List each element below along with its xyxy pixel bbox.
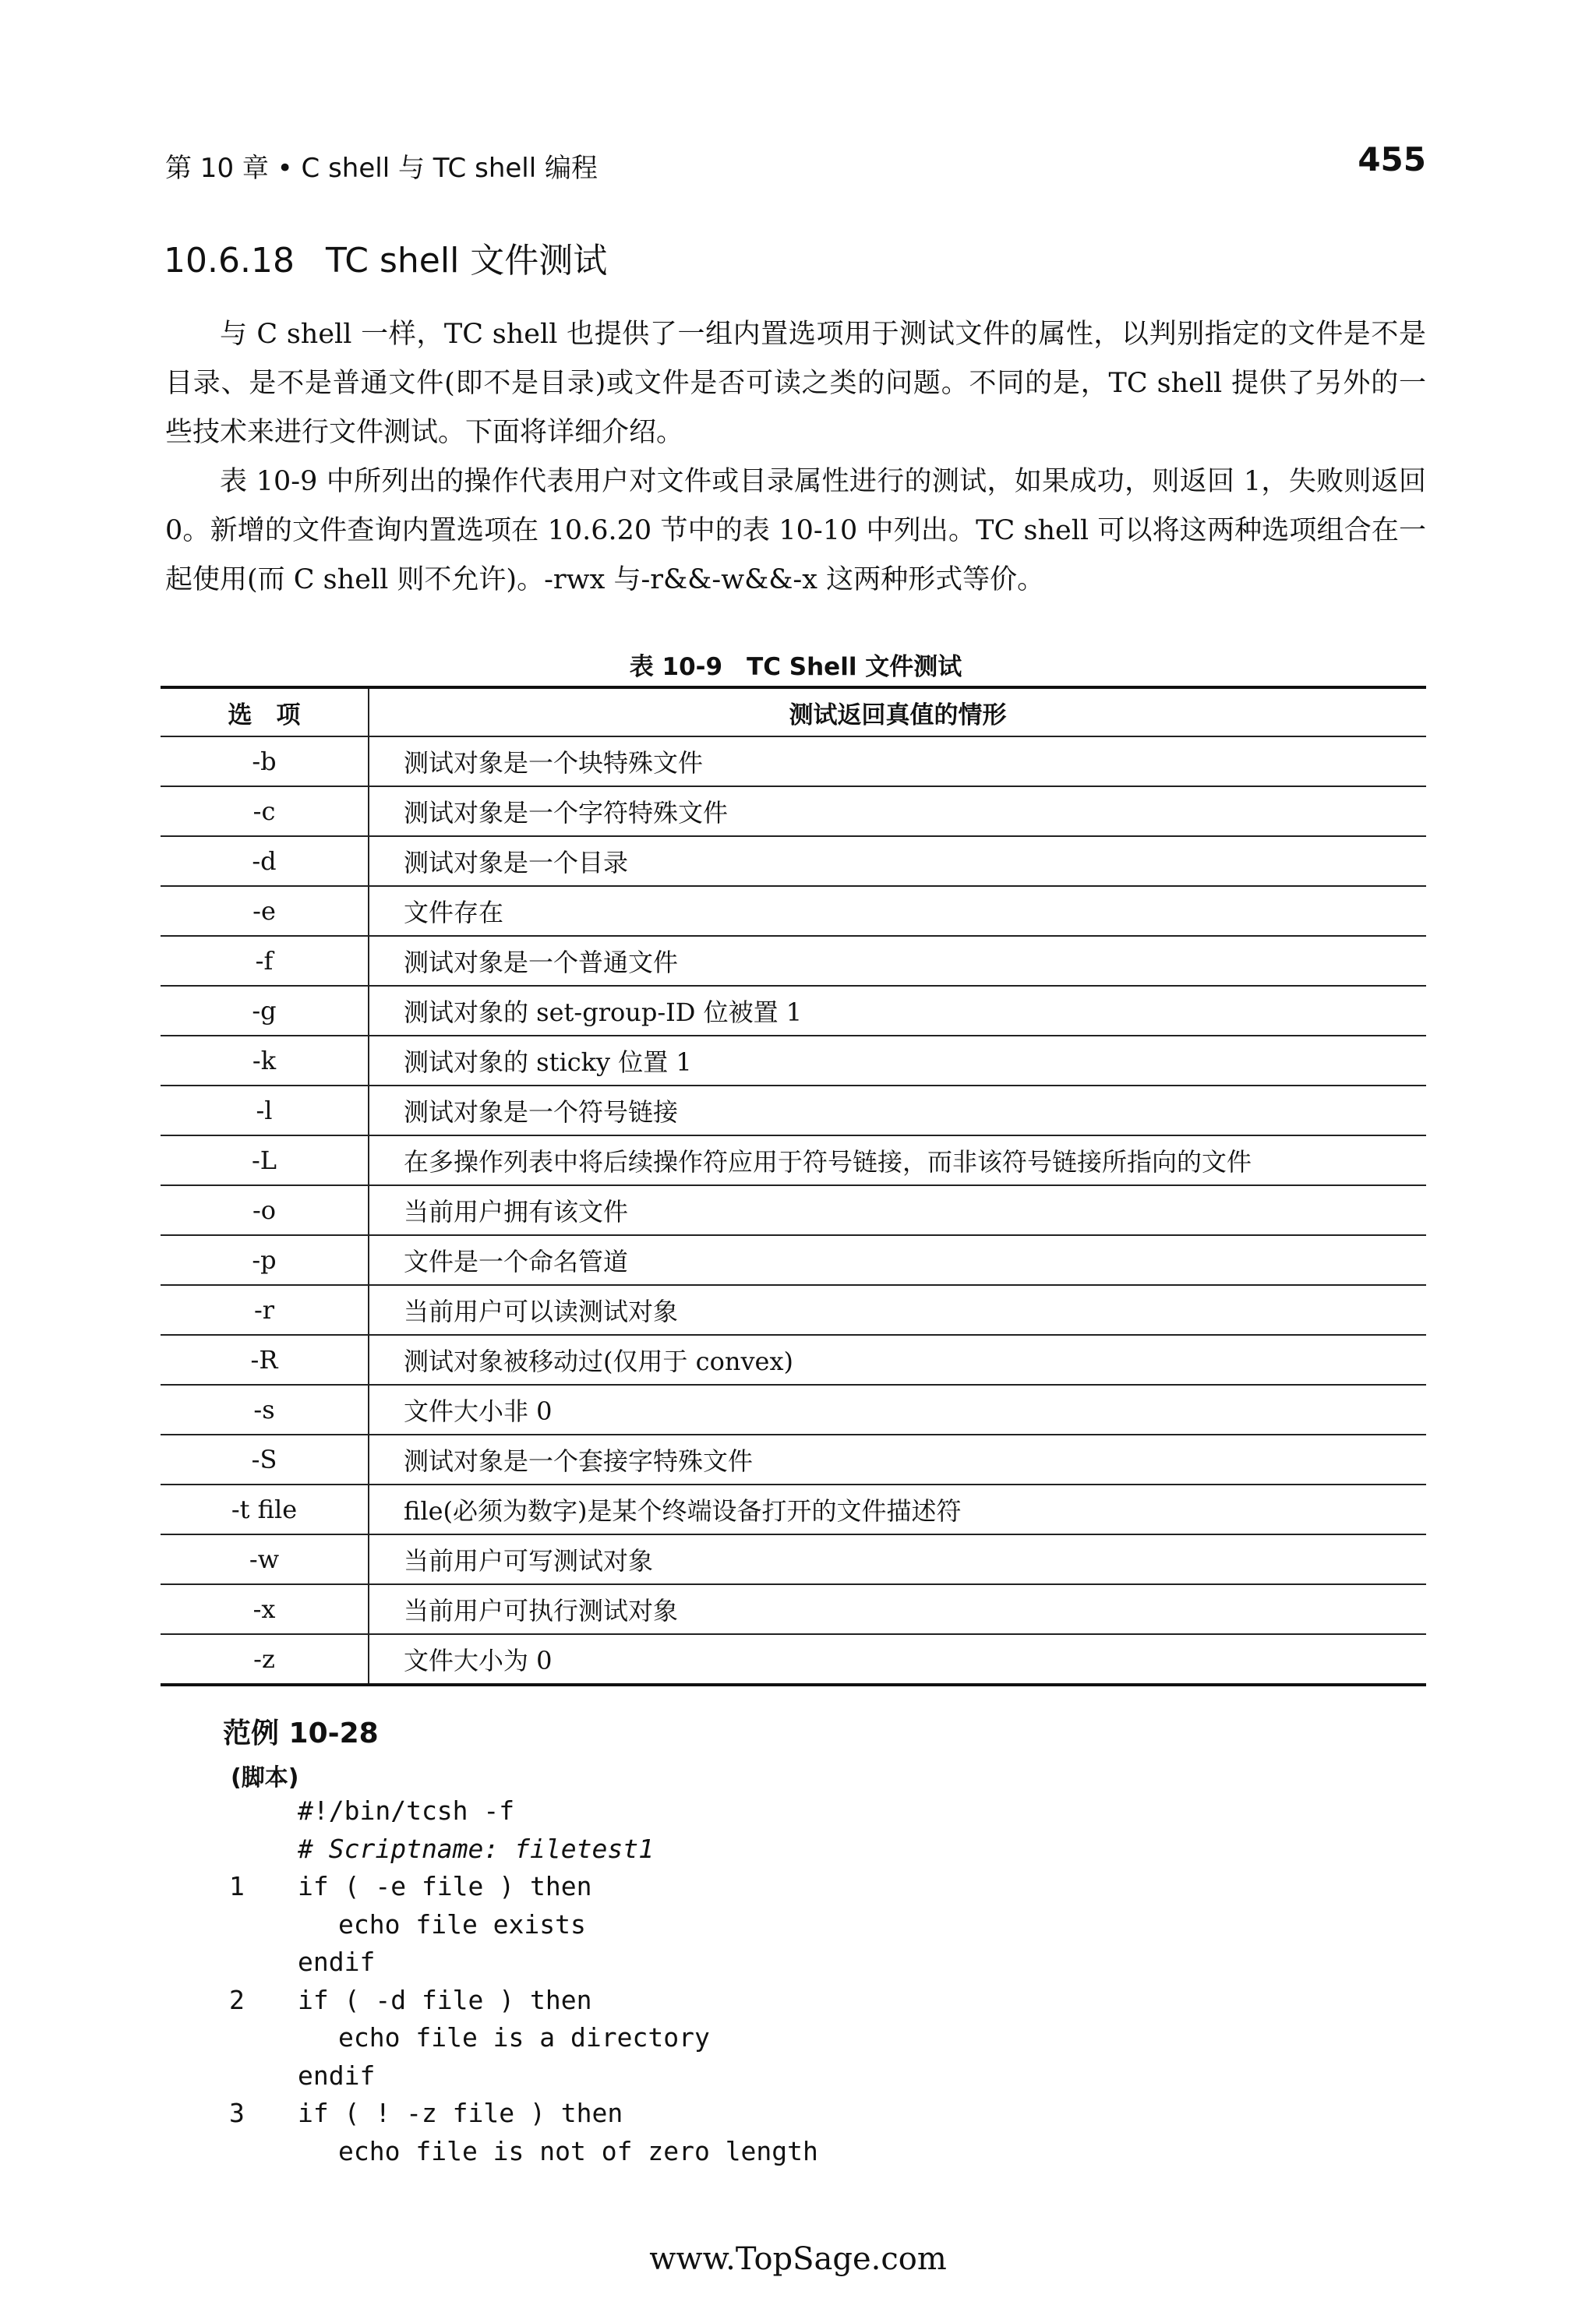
option-cell: -r bbox=[161, 1285, 369, 1335]
option-cell: -S bbox=[161, 1435, 369, 1485]
option-cell: -e bbox=[161, 886, 369, 936]
table-caption: 表 10-9 TC Shell 文件测试 bbox=[629, 653, 962, 681]
table-row bbox=[161, 1285, 1426, 1335]
table-row bbox=[161, 936, 1426, 986]
code-text: #!/bin/tcsh -f bbox=[298, 1795, 515, 1826]
code-text: echo file is a directory bbox=[338, 2022, 710, 2053]
code-text: if ( -e file ) then bbox=[298, 1871, 592, 1901]
section-heading bbox=[164, 232, 607, 282]
description-cell: 文件存在 bbox=[369, 886, 1426, 936]
option-cell: -L bbox=[161, 1135, 369, 1185]
table-row bbox=[161, 1485, 1426, 1534]
description-cell: 当前用户可执行测试对象 bbox=[369, 1584, 1426, 1634]
option-cell: -p bbox=[161, 1235, 369, 1285]
option-cell: -k bbox=[161, 1036, 369, 1086]
description-cell: file(必须为数字)是某个终端设备打开的文件描述符 bbox=[369, 1485, 1426, 1534]
description-cell: 测试对象是一个套接字特殊文件 bbox=[369, 1435, 1426, 1485]
table-row bbox=[161, 1335, 1426, 1385]
table-row bbox=[161, 1185, 1426, 1235]
table-row bbox=[161, 1634, 1426, 1685]
description-cell: 文件大小为 0 bbox=[369, 1634, 1426, 1685]
line-number: 1 bbox=[229, 1871, 245, 1901]
code-text: endif bbox=[298, 1947, 376, 1977]
table-row bbox=[161, 886, 1426, 936]
option-cell: -R bbox=[161, 1335, 369, 1385]
option-cell: -x bbox=[161, 1584, 369, 1634]
running-header bbox=[165, 140, 1426, 184]
description-cell: 测试对象是一个块特殊文件 bbox=[369, 736, 1426, 786]
table-header-row bbox=[161, 687, 1426, 736]
chapter-title: 第 10 章 • C shell 与 TC shell 编程 bbox=[165, 153, 598, 184]
option-cell: -g bbox=[161, 986, 369, 1036]
code-text: echo file is not of zero length bbox=[338, 2135, 818, 2166]
option-cell: -f bbox=[161, 936, 369, 986]
code-text: if ( ! -z file ) then bbox=[298, 2098, 623, 2128]
description-cell: 当前用户可以读测试对象 bbox=[369, 1285, 1426, 1335]
line-number: 3 bbox=[229, 2098, 245, 2128]
section-number: 10.6.18 bbox=[164, 241, 295, 281]
table-row bbox=[161, 1235, 1426, 1285]
description-cell: 当前用户拥有该文件 bbox=[369, 1185, 1426, 1235]
code-text: if ( -d file ) then bbox=[298, 1984, 592, 2015]
option-cell: -s bbox=[161, 1385, 369, 1435]
table-row bbox=[161, 736, 1426, 786]
table-row bbox=[161, 1135, 1426, 1185]
option-cell: -w bbox=[161, 1534, 369, 1584]
page-number: 455 bbox=[1358, 140, 1426, 178]
description-cell: 文件是一个命名管道 bbox=[369, 1235, 1426, 1285]
option-cell: -d bbox=[161, 836, 369, 886]
option-cell: -t file bbox=[161, 1485, 369, 1534]
description-cell: 测试对象的 sticky 位置 1 bbox=[369, 1036, 1426, 1086]
table-row bbox=[161, 1036, 1426, 1086]
option-cell: -l bbox=[161, 1086, 369, 1135]
code-text: echo file exists bbox=[338, 1908, 586, 1940]
footer-url: www.TopSage.com bbox=[649, 2241, 947, 2277]
table-row bbox=[161, 1584, 1426, 1634]
header-condition: 测试返回真值的情形 bbox=[369, 687, 1426, 736]
description-cell: 测试对象的 set-group-ID 位被置 1 bbox=[369, 986, 1426, 1036]
option-cell: -c bbox=[161, 786, 369, 836]
table-row bbox=[161, 986, 1426, 1036]
line-number: 2 bbox=[229, 1984, 245, 2015]
option-cell: -b bbox=[161, 736, 369, 786]
table-row bbox=[161, 786, 1426, 836]
section-title: TC shell 文件测试 bbox=[325, 241, 608, 281]
example-title: 范例 10-28 bbox=[223, 1718, 379, 1749]
code-comment: # Scriptname: filetest1 bbox=[298, 1833, 654, 1864]
table-row bbox=[161, 836, 1426, 886]
file-test-table bbox=[161, 686, 1426, 1686]
header-option: 选 项 bbox=[161, 687, 369, 736]
table-row bbox=[161, 1086, 1426, 1135]
description-cell: 文件大小非 0 bbox=[369, 1385, 1426, 1435]
table-row bbox=[161, 1435, 1426, 1485]
description-cell: 测试对象是一个字符特殊文件 bbox=[369, 786, 1426, 836]
code-text: endif bbox=[298, 2060, 376, 2091]
table-row bbox=[161, 1534, 1426, 1584]
description-cell: 测试对象是一个目录 bbox=[369, 836, 1426, 886]
paragraph-table-description: 表 10-9 中所列出的操作代表用户对文件或目录属性进行的测试，如果成功，则返回 1，失败则返回 0。新增的文件查询内置选项在 10.6.20 节中的表 10-10 中列出。TC shell 可以将这两种选项组合在一起使用(而 C shell 则不允许)。-rwx 与-r&&-w&&-x 这两种形式等价。 bbox=[165, 466, 1426, 595]
option-cell: -o bbox=[161, 1185, 369, 1235]
description-cell: 测试对象是一个符号链接 bbox=[369, 1086, 1426, 1135]
option-cell: -z bbox=[161, 1634, 369, 1685]
description-cell: 测试对象被移动过(仅用于 convex) bbox=[369, 1335, 1426, 1385]
description-cell: 测试对象是一个普通文件 bbox=[369, 936, 1426, 986]
example-subtitle: (脚本) bbox=[231, 1764, 299, 1792]
table-row bbox=[161, 1385, 1426, 1435]
description-cell: 当前用户可写测试对象 bbox=[369, 1534, 1426, 1584]
paragraph-intro: 与 C shell 一样，TC shell 也提供了一组内置选项用于测试文件的属性，以判别指定的文件是不是目录、是不是普通文件(即不是目录)或文件是否可读之类的问题。不同的是，TC shell 提供了另外的一些技术来进行文件测试。下面将详细介绍。 bbox=[165, 319, 1426, 448]
description-cell: 在多操作列表中将后续操作符应用于符号链接，而非该符号链接所指向的文件 bbox=[369, 1135, 1426, 1185]
